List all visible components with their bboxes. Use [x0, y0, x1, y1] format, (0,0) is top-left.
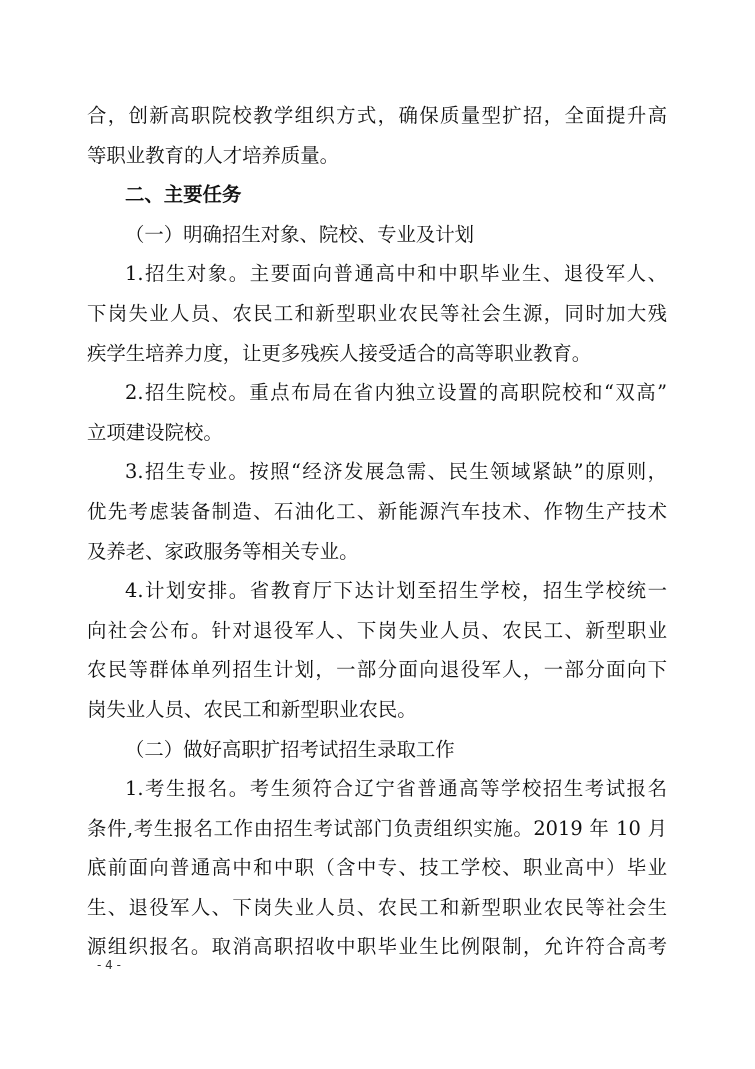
text-line: 等职业教育的人才培养质量。	[87, 143, 340, 167]
text-line: 条件,考生报名工作由招生考试部门负责组织实施。2019 年 10 月	[87, 816, 667, 840]
text-line: 疾学生培养力度，让更多残疾人接受适合的高等职业教育。	[87, 341, 592, 365]
page-number: - 4 -	[97, 958, 121, 972]
section-heading: 二、主要任务	[125, 183, 242, 207]
text-line: 农民等群体单列招生计划，一部分面向退役军人，一部分面向下	[87, 658, 667, 682]
text-line: 4.计划安排。省教育厅下达计划至招生学校，招生学校统一	[125, 579, 667, 603]
text-line: 底前面向普通高中和中职（含中专、技工学校、职业高中）毕业	[87, 856, 667, 880]
text-line: 岗失业人员、农民工和新型职业农民。	[87, 697, 417, 721]
text-line: 合，创新高职院校教学组织方式，确保质量型扩招，全面提升高	[87, 104, 667, 127]
text-line: 下岗失业人员、农民工和新型职业农民等社会生源，同时加大残	[87, 301, 667, 325]
text-line: 优先考虑装备制造、石油化工、新能源汽车技术、作物生产技术	[87, 499, 667, 523]
text-line: 生、退役军人、下岗失业人员、农民工和新型职业农民等社会生	[87, 895, 667, 919]
text-line: 及养老、家政服务等相关专业。	[87, 539, 359, 563]
text-line: 立项建设院校。	[87, 420, 223, 444]
subsection-heading: （一）明确招生对象、院校、专业及计划	[125, 222, 475, 246]
text-line: 2.招生院校。重点布局在省内独立设置的高职院校和“双高”	[125, 381, 667, 405]
text-line: 1.考生报名。考生须符合辽宁省普通高等学校招生考试报名	[125, 777, 667, 801]
text-line: 3.招生专业。按照“经济发展急需、民生领域紧缺”的原则，	[125, 460, 667, 484]
text-line: 向社会公布。针对退役军人、下岗失业人员、农民工、新型职业	[87, 618, 667, 642]
subsection-heading: （二）做好高职扩招考试招生录取工作	[125, 737, 455, 761]
document-body	[87, 96, 667, 967]
text-line: 1.招生对象。主要面向普通高中和中职毕业生、退役军人、	[125, 262, 667, 286]
text-line: 源组织报名。取消高职招收中职毕业生比例限制，允许符合高考	[87, 935, 667, 959]
